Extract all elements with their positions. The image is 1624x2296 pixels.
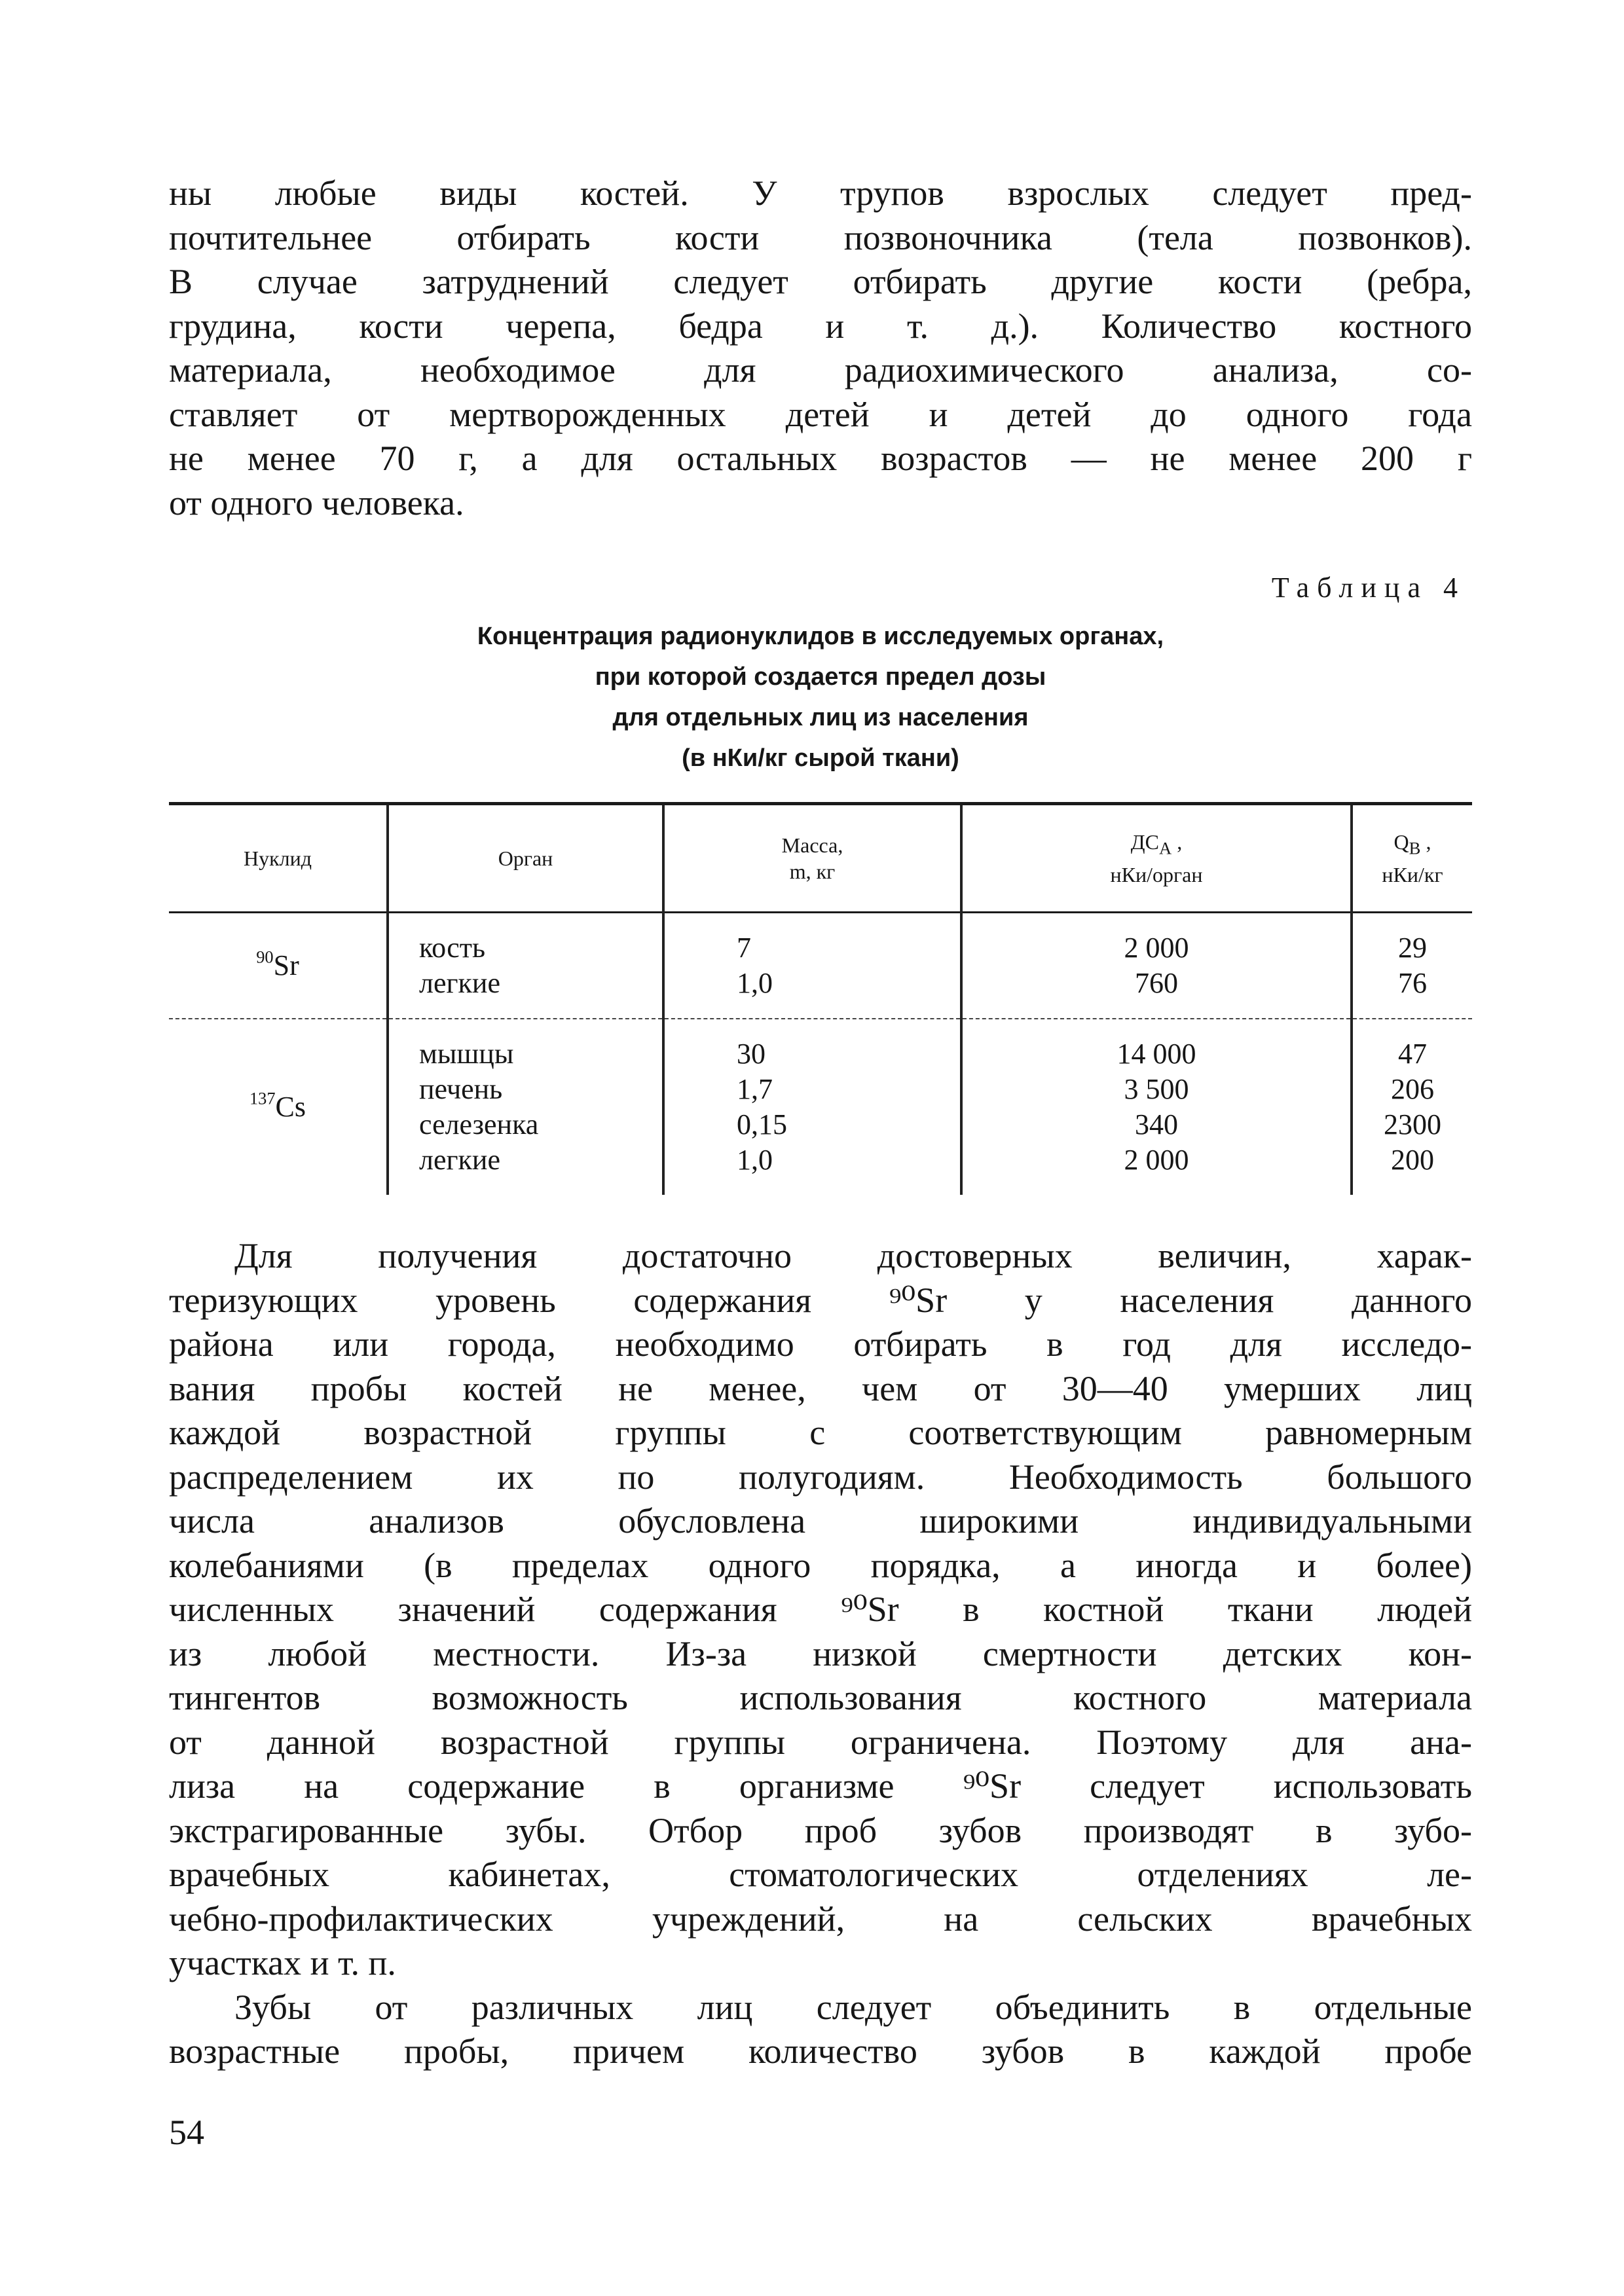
header-mass <box>663 804 961 913</box>
header-mass-line: Масса, <box>781 833 843 857</box>
text-line: района или города, необходимо отбирать в год для исследо- <box>169 1324 1472 1364</box>
dose-limit-cell: 14 000 3 500 340 2 000 <box>961 1019 1352 1195</box>
body-paragraph <box>169 1234 1472 1986</box>
text-line: из любой местности. Из-за низкой смертности детских кон- <box>169 1633 1472 1673</box>
header-dose-limit <box>961 804 1352 913</box>
text-line: почтительнее отбирать кости позвоночника (тела позвонков). <box>169 217 1472 257</box>
header-nuclide: Нуклид <box>169 804 388 913</box>
nuclide-cell: $^{137}$Cs <box>249 1088 306 1123</box>
nuclide-cell: $^{90}$Sr <box>169 913 388 1019</box>
text-line: Зубы от различных лиц следует объединить в отдельные <box>234 1987 1472 2027</box>
text-line: каждой возрастной группы с соответствующим равномерным <box>169 1413 1472 1452</box>
dose-limit-cell: 2 000 760 <box>961 913 1352 1019</box>
text-line: числа анализов обусловлена широкими индивидуальными <box>169 1501 1472 1540</box>
text-line: не менее 70 г, а для остальных возрастов — не менее 200 г <box>169 439 1472 478</box>
table-title-line: при которой создается предел дозы <box>595 663 1046 691</box>
text-line: лиза на содержание в организме ⁹⁰Sr следует использовать <box>169 1766 1472 1806</box>
text-line: ны любые виды костей. У трупов взрослых следует пред- <box>169 173 1472 213</box>
header-mass-line: m, кг <box>789 860 836 883</box>
text-line: материала, необходимое для радиохимического анализа, со- <box>169 350 1472 390</box>
organ-cell: кость легкие <box>388 913 663 1019</box>
text-line: В случае затруднений следует отбирать другие кости (ребра, <box>169 262 1472 301</box>
table-row <box>169 1019 1472 1195</box>
text-line: чебно-профилактических учреждений, на сельских врачебных <box>169 1899 1472 1939</box>
text-line: вания пробы костей не менее, чем от 30—40 умерших лиц <box>169 1368 1472 1408</box>
text-line: Для получения достаточно достоверных величин, харак- <box>234 1236 1472 1275</box>
table-title-line: Концентрация радионуклидов в исследуемых органах, <box>477 623 1164 650</box>
radionuclide-table <box>169 802 1472 1195</box>
table-title <box>169 616 1472 778</box>
text-line: грудина, кости черепа, бедра и т. д.). Количество костного <box>169 306 1472 346</box>
text-line: теризующих уровень содержания ⁹⁰Sr у населения данного <box>169 1280 1472 1320</box>
table-header-row <box>169 804 1472 913</box>
table-label: Таблица 4 <box>1271 572 1466 604</box>
text-line: численных значений содержания ⁹⁰Sr в костной ткани людей <box>169 1590 1472 1629</box>
table-title-line: для отдельных лиц из населения <box>612 704 1029 731</box>
qb-cell: 29 76 <box>1352 913 1472 1019</box>
text-line: возрастные пробы, причем количество зубов в каждой пробе <box>169 2032 1472 2071</box>
text-line: от одного человека. <box>169 483 464 522</box>
header-qb-symbol: $Q_B$ , <box>1393 830 1431 858</box>
header-dose-symbol: $ДС_А$ , <box>1130 830 1183 858</box>
text-line: врачебных кабинетах, стоматологических отделениях ле- <box>169 1855 1472 1894</box>
text-line: экстрагированные зубы. Отбор проб зубов производят в зубо- <box>169 1810 1472 1850</box>
header-qb <box>1352 804 1472 913</box>
body-paragraph <box>169 1986 1472 2074</box>
text-line: участках и т. п. <box>169 1943 396 1982</box>
page-content <box>169 172 1472 2074</box>
text-line: распределением их по полугодиям. Необходимость большого <box>169 1457 1472 1497</box>
mass-cell: 7 1,0 <box>663 913 961 1019</box>
qb-cell: 47 206 2300 200 <box>1352 1019 1472 1195</box>
page-number: 54 <box>169 2113 204 2152</box>
header-organ: Орган <box>388 804 663 913</box>
intro-paragraph <box>169 172 1472 525</box>
text-line: от данной возрастной группы ограничена. Поэтому для ана- <box>169 1722 1472 1762</box>
mass-cell: 30 1,7 0,15 1,0 <box>663 1019 961 1195</box>
text-line: ставляет от мертворожденных детей и детей до одного года <box>169 394 1472 434</box>
text-line: тингентов возможность использования костного материала <box>169 1678 1472 1717</box>
table-title-line: (в нКи/кг сырой ткани) <box>682 744 959 772</box>
header-dose-unit: нКи/орган <box>1110 862 1203 886</box>
header-qb-unit: нКи/кг <box>1382 862 1443 886</box>
text-line: колебаниями (в пределах одного порядка, а иногда и более) <box>169 1545 1472 1585</box>
table-row <box>169 913 1472 1019</box>
organ-cell: мышцы печень селезенка легкие <box>388 1019 663 1195</box>
